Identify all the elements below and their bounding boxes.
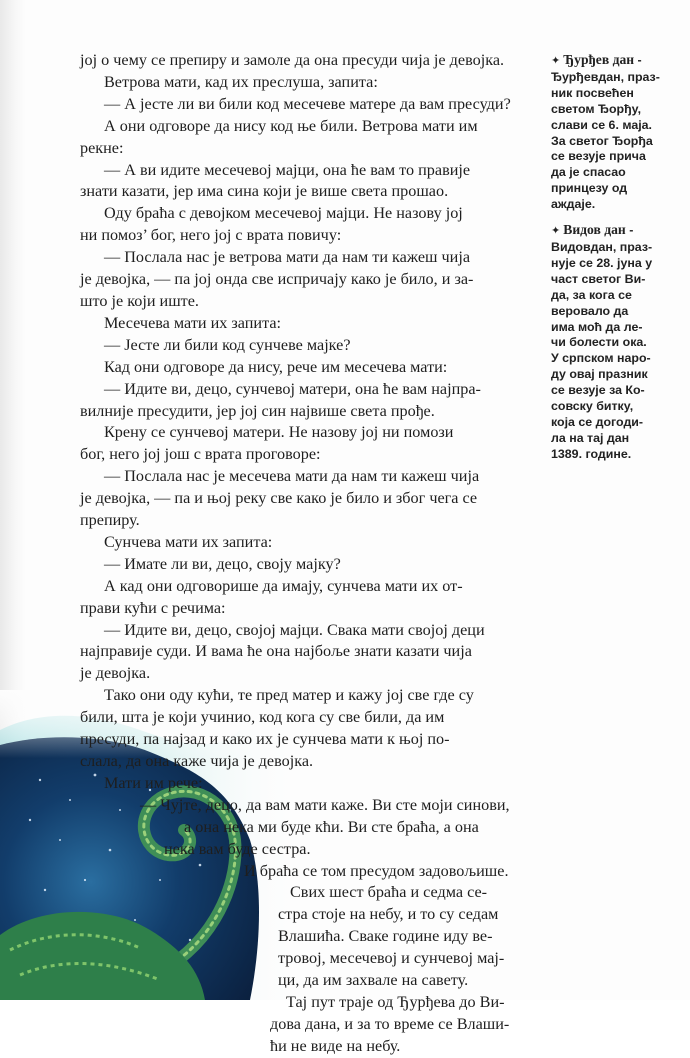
glossary-line: принцезу од: [551, 181, 628, 196]
text-line: — Идите ви, децо, својој мајци. Свака мати својој деци: [104, 620, 485, 639]
text-line: препиру.: [80, 511, 140, 530]
glossary-line: ла на тај дан: [551, 430, 630, 445]
text-line: ни помоз’ бог, него јој с врата повичу:: [80, 226, 342, 245]
text-line: што је који иште.: [80, 291, 199, 310]
glossary-line: веровало да: [551, 303, 629, 318]
text-line: вилније пресудити, јер јој син највише света прође.: [80, 401, 435, 420]
text-line: — Послала нас је месечева мати да нам ти кажеш чија: [104, 467, 480, 486]
glossary-line: нује се 28. јуна у: [551, 255, 653, 270]
text-line: је девојка, — па јој онда све испричају како је било, и за-: [80, 270, 474, 289]
text-line: стра стоје на небу, и то су седам: [278, 905, 499, 924]
glossary-line: Ђурђевдан, праз-: [551, 69, 660, 84]
text-line: дова дана, и за то време се Влаши-: [270, 1014, 510, 1033]
glossary-line: има моћ да ле-: [551, 319, 643, 334]
text-line: — Имате ли ви, децо, своју мајку?: [104, 554, 341, 573]
text-line: прави кући с речима:: [80, 598, 226, 617]
text-line: слала, да она каже чија је девојка.: [80, 752, 314, 770]
glossary-line: слави се 6. маја.: [551, 117, 653, 132]
text-line: Крену се сунчевој матери. Не назову јој ни помози: [104, 423, 454, 442]
text-line: пресуди, па најзад и како их је сунчева мати к њој по-: [80, 730, 450, 749]
glossary-line: 1389. године.: [551, 446, 632, 461]
diamond-bullet-icon: ✦: [551, 55, 564, 67]
glossary-note: [551, 52, 679, 213]
glossary-sidebar: [551, 52, 679, 472]
glossary-line: се везује прича: [551, 149, 646, 164]
glossary-line: светом Ђорђу,: [551, 101, 642, 116]
glossary-line: За светог Ђорђа: [551, 133, 653, 148]
text-line: — Јесте ли били код сунчеве мајке?: [104, 335, 351, 354]
text-line: Тај пут траје од Ђурђева до Ви-: [286, 992, 505, 1011]
glossary-line: совску битку,: [551, 399, 634, 414]
glossary-note-heading: [551, 52, 679, 70]
text-line: тровој, месечевој и сунчевој мај-: [278, 949, 505, 968]
text-line: — А јесте ли ви били код месечеве матере да вам пресуди?: [104, 94, 511, 113]
glossary-line: се везује за Ко-: [551, 383, 645, 398]
text-line: Свих шест браћа и седма се-: [290, 883, 488, 902]
text-line: рекне:: [80, 138, 124, 157]
text-line: — Послала нас је ветрова мати да нам ти кажеш чија: [104, 248, 471, 267]
story-text: [80, 50, 532, 1058]
text-line: знати казати, јер има сина који је више света прошао.: [80, 182, 449, 201]
text-line: ци, да им захвале на савету.: [278, 971, 469, 990]
glossary-line: Видовдан, праз-: [551, 239, 653, 254]
glossary-note: [551, 222, 679, 463]
term-dash: -: [634, 53, 642, 67]
text-line: били, шта је који учинио, код кога су све били, да им: [80, 708, 445, 727]
glossary-line: да је спасао: [551, 165, 626, 180]
text-line: А они одговоре да нису код ње били. Ветрова мати им: [104, 116, 478, 135]
term-dash: -: [625, 223, 634, 238]
text-line: је девојка.: [80, 664, 151, 683]
text-line: Кад они одговоре да нису, рече им месечева мати:: [104, 357, 448, 376]
text-line: — Идите ви, децо, сунчевој матери, она ће вам најпра-: [104, 379, 481, 398]
glossary-note-heading: [551, 222, 679, 240]
text-line: најправије суди. И вама ће она најбоље знати казати чија: [80, 642, 472, 661]
text-line: нека вам буде сестра.: [164, 839, 311, 858]
glossary-line: аждаје.: [551, 197, 596, 212]
text-line: бог, него јој још с врата проговоре:: [80, 445, 321, 464]
glossary-term: Ђурђев дан: [563, 52, 635, 67]
text-line: Мати им рече:: [104, 773, 203, 792]
glossary-term: Видов дан: [563, 222, 626, 238]
text-line: Оду браћа с девојком месечевој мајци. Не назову јој: [104, 204, 463, 223]
glossary-line: част светог Ви-: [551, 271, 646, 286]
text-line: Сунчева мати их запита:: [104, 532, 273, 551]
text-line: јој о чему се препиру и замоле да она пресуди чија је девојка.: [80, 51, 505, 69]
text-line: Месечева мати их запита:: [104, 313, 282, 332]
glossary-line: која се догоди-: [551, 414, 644, 429]
text-line: Тако они оду кући, те пред матер и кажу јој све где су: [104, 686, 474, 705]
glossary-line: чи болести ока.: [551, 335, 647, 350]
text-line: А кад они одговорише да имају, сунчева мати их от-: [104, 576, 463, 595]
glossary-line: ду овај празник: [551, 367, 648, 382]
text-line: а она нека ми буде кћи. Ви сте браћа, а она: [184, 817, 479, 836]
text-line: Влашића. Сваке године иду ве-: [278, 927, 493, 946]
text-line: — Чујте, децо, да вам мати каже. Ви сте моји синови,: [140, 795, 510, 814]
glossary-line: да, за кога се: [551, 287, 632, 302]
text-line: ћи не виде на небу.: [270, 1036, 401, 1055]
text-line: — А ви идите месечевој мајци, она ће вам то правије: [104, 160, 471, 179]
diamond-bullet-icon: ✦: [551, 225, 564, 238]
text-line: Ветрова мати, кад их преслуша, запита:: [104, 72, 378, 91]
glossary-line: У српском наро-: [551, 351, 651, 366]
text-line: И браћа се том пресудом задовољише.: [244, 861, 509, 880]
text-line: је девојка, — па и њој реку све како је било и због чега се: [80, 489, 478, 508]
glossary-line: ник посвећен: [551, 85, 634, 100]
